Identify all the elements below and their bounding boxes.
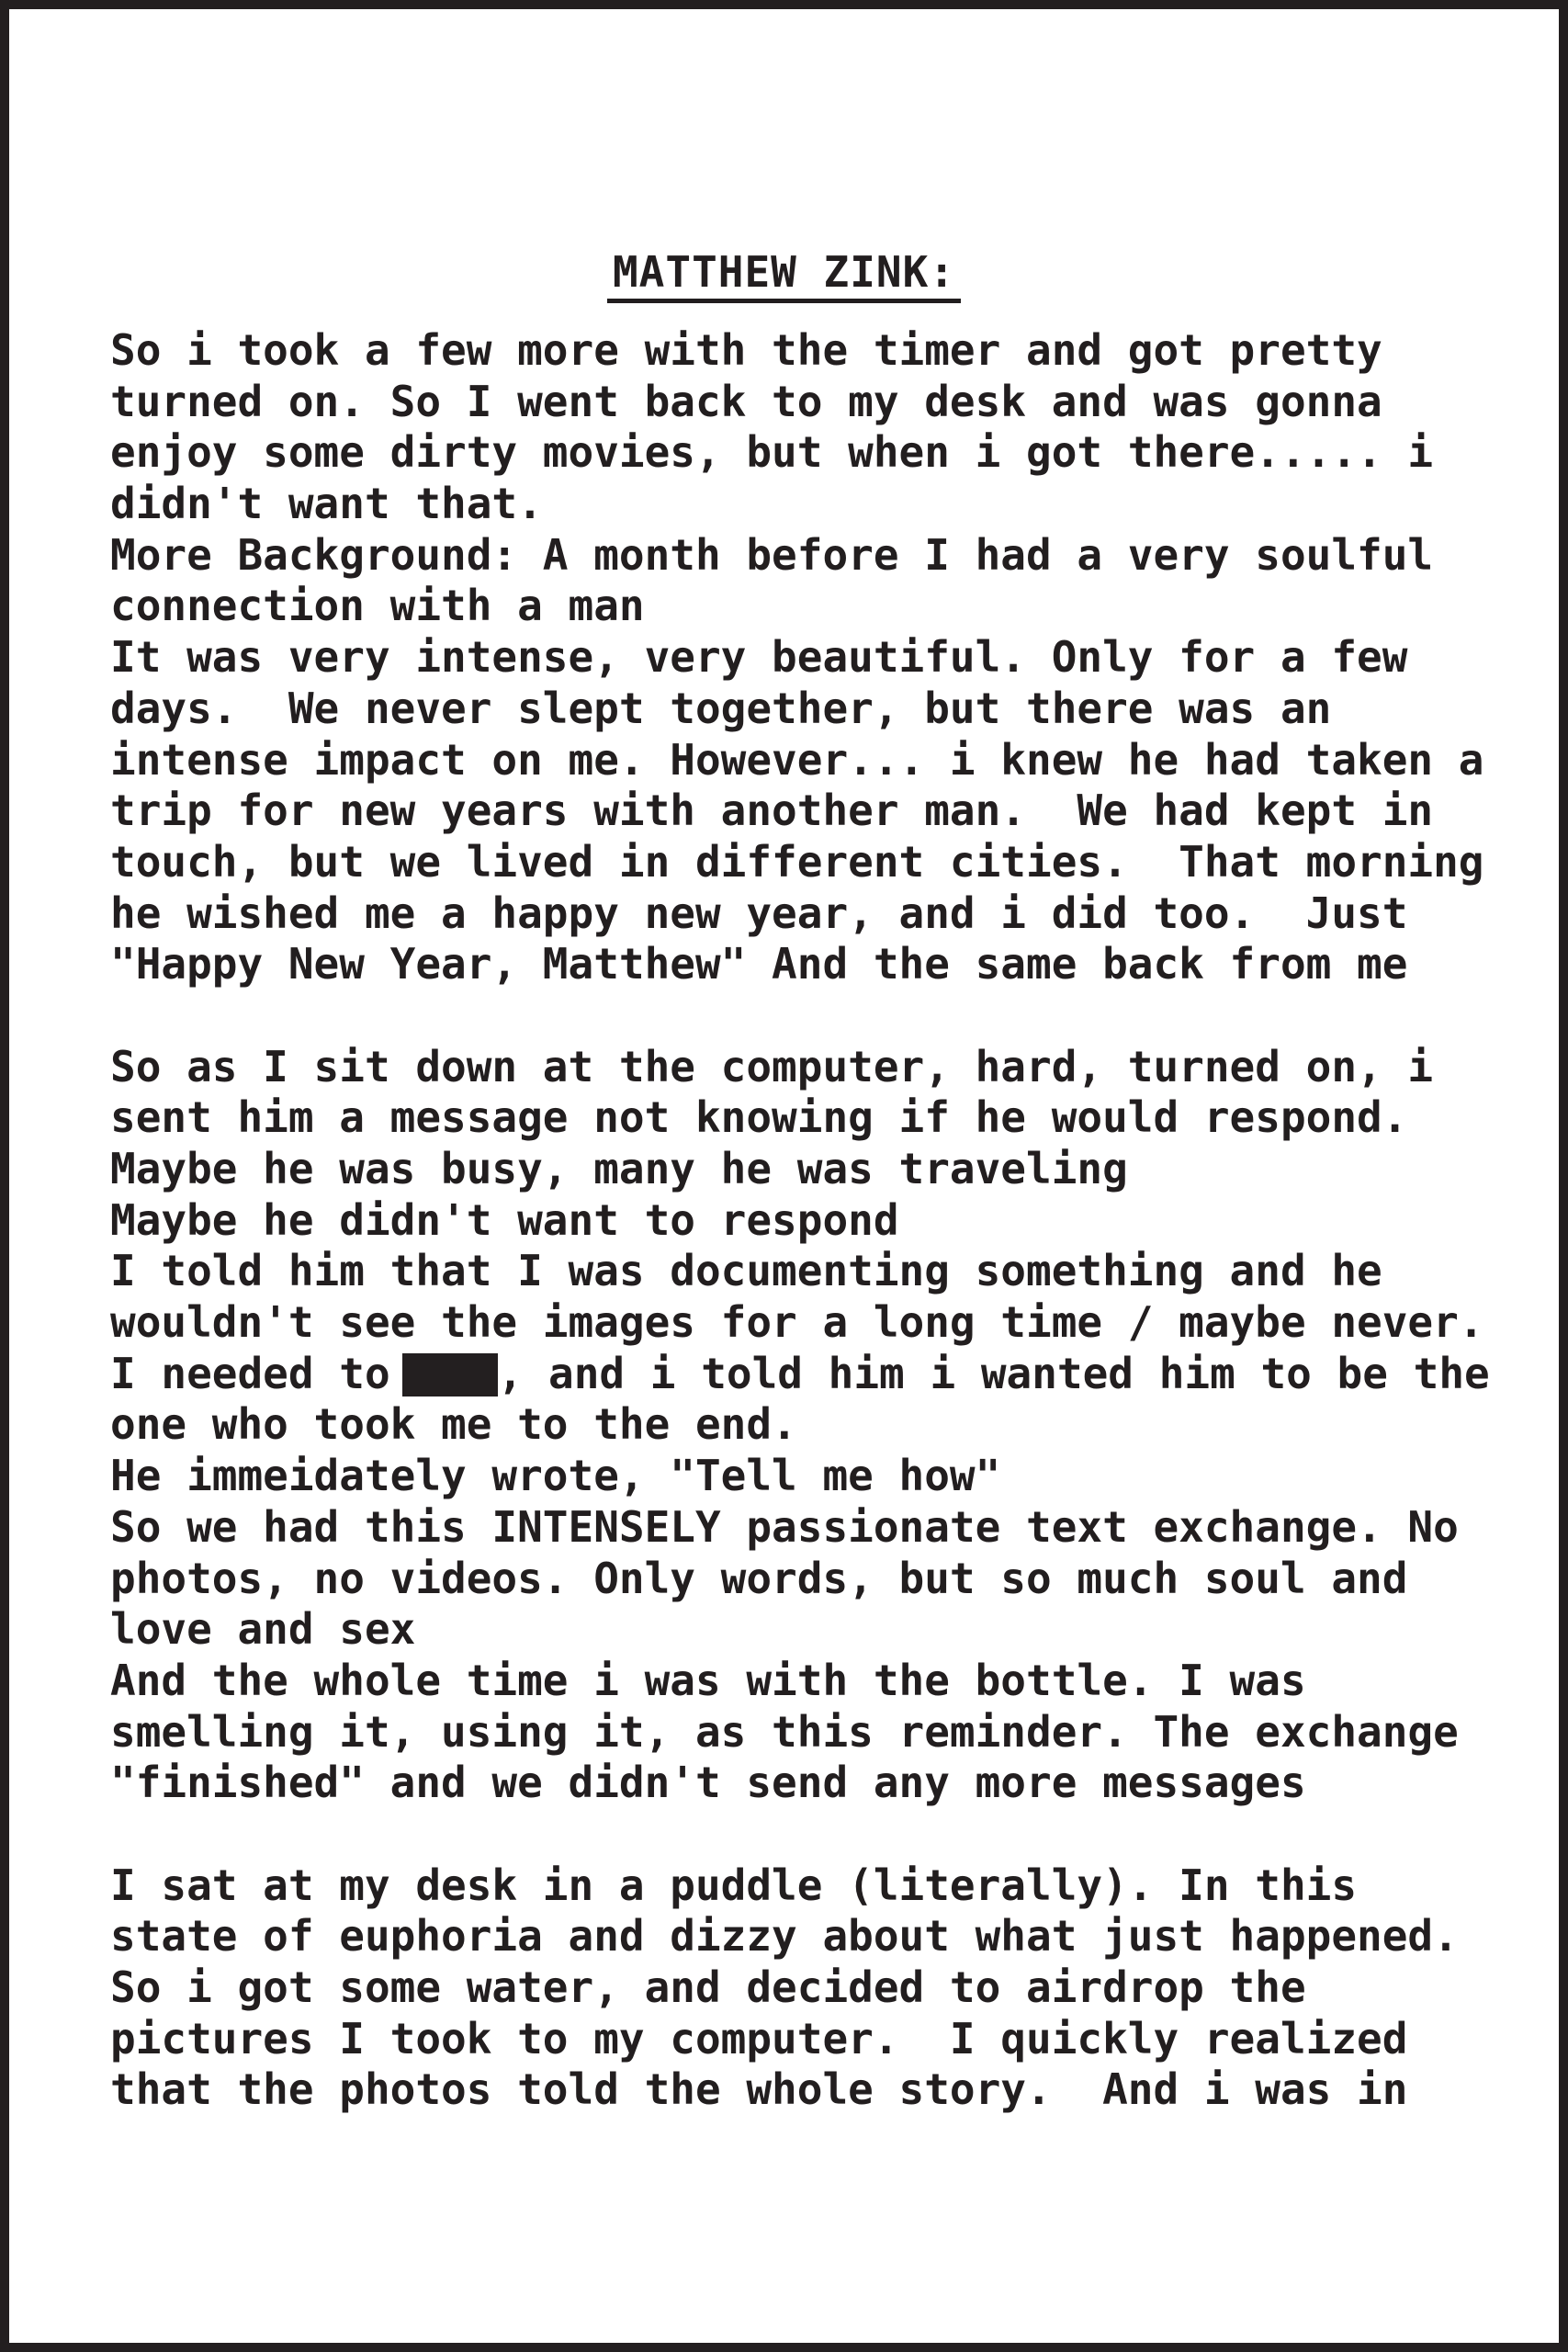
text-line: It was very intense, very beautiful. Only for a few xyxy=(110,632,1408,683)
text-line: didn't want that. xyxy=(110,479,543,529)
text-line: So we had this INTENSELY passionate text exchange. No xyxy=(110,1501,1459,1552)
blank-line xyxy=(110,1809,1543,1860)
text-line: he wished me a happy new year, and i did too. Just xyxy=(110,888,1408,938)
text-line: smelling it, using it, as this reminder. The exchange xyxy=(110,1706,1459,1757)
text-line: love and sex xyxy=(110,1604,416,1655)
text-line: sent him a message not knowing if he would respond. xyxy=(110,1092,1408,1143)
text-line: touch, but we lived in different cities. That morning xyxy=(110,836,1484,887)
text-line: enjoy some dirty movies, but when i got there..... i xyxy=(110,427,1434,478)
text-after-redaction: , and i told him i wanted him to be the xyxy=(497,1348,1490,1398)
text-line: More Background: A month before I had a very soulful xyxy=(110,529,1434,580)
redaction-box xyxy=(402,1353,498,1396)
text-line: connection with a man xyxy=(110,581,645,631)
text-line: "finished" and we didn't send any more messages xyxy=(110,1758,1306,1808)
text-line: turned on. So I went back to my desk and was gonna xyxy=(110,376,1382,426)
text-line: Maybe he was busy, many he was traveling xyxy=(110,1144,1128,1193)
text-line: I sat at my desk in a puddle (literally). In this xyxy=(110,1860,1358,1910)
text-line: that the photos told the whole story. And i was in xyxy=(110,2064,1408,2115)
typewriter-text-body xyxy=(110,325,1543,2116)
text-line: wouldn't see the images for a long time / maybe never. xyxy=(110,1297,1484,1348)
text-line: one who took me to the end. xyxy=(110,1399,797,1450)
text-line: days. We never slept together, but there was an xyxy=(110,683,1332,733)
text-before-redaction: I needed to xyxy=(110,1348,390,1398)
text-line xyxy=(110,1349,1543,1400)
blank-line xyxy=(110,990,1543,1042)
text-line: So i got some water, and decided to airdrop the xyxy=(110,1962,1306,2012)
text-line: trip for new years with another man. We had kept in xyxy=(110,786,1434,836)
text-line: Maybe he didn't want to respond xyxy=(110,1194,899,1245)
text-line: I told him that I was documenting something and he xyxy=(110,1246,1382,1296)
text-line: intense impact on me. However... i knew he had taken a xyxy=(110,734,1484,785)
page-title: MATTHEW ZINK: xyxy=(607,246,961,303)
text-line: "Happy New Year, Matthew" And the same back from me xyxy=(110,939,1408,989)
text-line: state of euphoria and dizzy about what just happened. xyxy=(110,1911,1459,1962)
page-title-row xyxy=(9,246,1559,303)
text-line: And the whole time i was with the bottle. I was xyxy=(110,1655,1306,1705)
text-line: He immeidately wrote, "Tell me how" xyxy=(110,1451,1001,1501)
text-line: So i took a few more with the timer and got pretty xyxy=(110,325,1382,375)
text-line: photos, no videos. Only words, but so much soul and xyxy=(110,1553,1408,1603)
text-line: pictures I took to my computer. I quickly realized xyxy=(110,2013,1408,2064)
text-line: So as I sit down at the computer, hard, turned on, i xyxy=(110,1041,1434,1091)
